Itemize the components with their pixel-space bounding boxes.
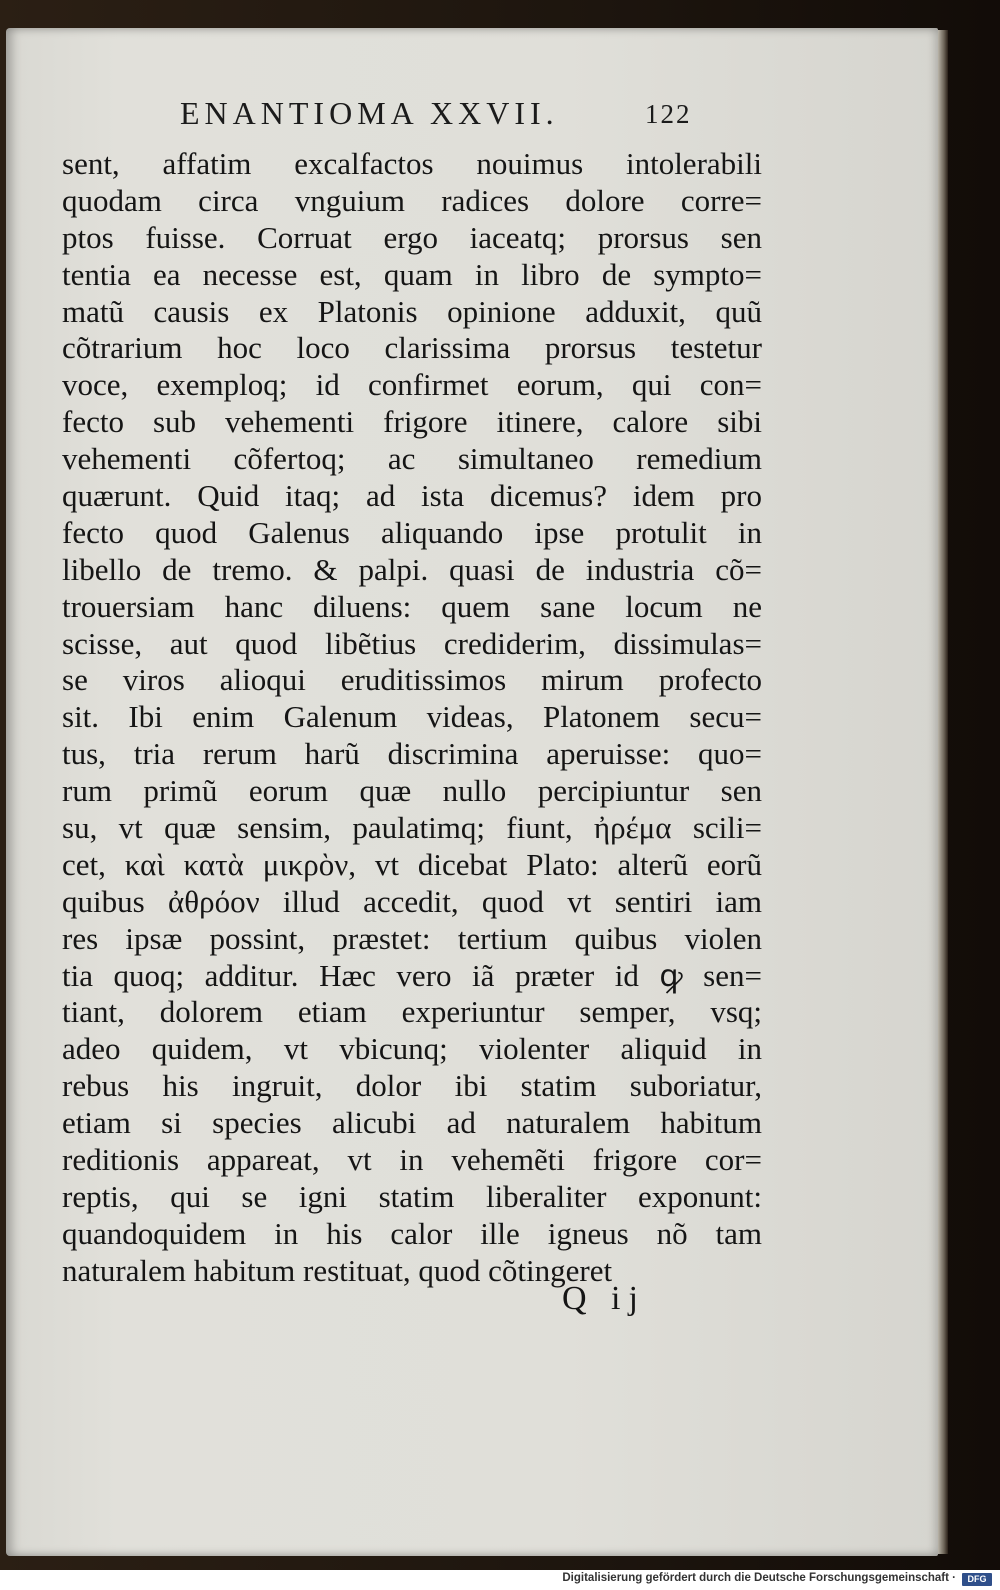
text-line: sit. Ibi enim Galenum videas, Platonem secu=	[62, 699, 762, 735]
signature-mark: Q ij	[562, 1280, 646, 1317]
running-head	[180, 95, 740, 135]
text-line: voce, exemploq; id confirmet eorum, qui con=	[62, 367, 762, 403]
page-edge	[938, 30, 948, 1554]
text-line: quodam circa vnguium radices dolore corre=	[62, 182, 762, 218]
text-line: tia quoq; additur. Hæc vero iã præter id ꝙ sen=	[62, 957, 762, 993]
text-line: rum primũ eorum quæ nullo percipiuntur sen	[62, 773, 762, 809]
text-line: res ipsæ possint, præstet: tertium quibus violen	[62, 920, 762, 956]
text-line: reptis, qui se igni statim liberaliter exponunt:	[62, 1178, 762, 1214]
text-line: vehementi cõfertoq; ac simultaneo remedium	[62, 441, 762, 477]
running-head-title: ENANTIOMA XXVII.	[180, 95, 559, 131]
text-line: matũ causis ex Platonis opinione adduxit, quũ	[62, 293, 762, 329]
page-number: 122	[645, 99, 692, 129]
text-line: sent, affatim excalfactos nouimus intolerabili	[62, 146, 762, 181]
dfg-logo: DFG	[962, 1573, 992, 1586]
text-line: ptos fuisse. Corruat ergo iaceatq; prorsus sen	[62, 219, 762, 255]
text-line: quærunt. Quid itaq; ad ista dicemus? idem pro	[62, 478, 762, 514]
text-line: naturalem habitum restituat, quod cõtingeret	[62, 1252, 613, 1288]
text-line: cõtrarium hoc loco clarissima prorsus testetur	[62, 330, 762, 366]
text-line: tus, tria rerum harũ discrimina aperuisse: quo=	[62, 736, 762, 772]
text-line: scisse, aut quod libẽtius crediderim, dissimulas=	[62, 625, 762, 661]
text-line: cet, καὶ κατὰ μικρὸν, vt dicebat Plato: alterũ eorũ	[62, 846, 762, 882]
text-line: quibus ἀθρόον illud accedit, quod vt sentiri iam	[62, 883, 762, 919]
text-line: se viros alioqui eruditissimos mirum profecto	[62, 662, 762, 698]
funding-credit: Digitalisierung gefördert durch die Deutsche Forschungsgemeinschaft ·	[562, 1572, 956, 1584]
text-line: etiam si species alicubi ad naturalem habitum	[62, 1105, 762, 1141]
text-line: adeo quidem, vt vbicunq; violenter aliquid in	[62, 1031, 762, 1067]
footer-bar	[0, 1570, 1000, 1590]
text-line: reditionis appareat, vt in vehemẽti frigore cor=	[62, 1142, 762, 1178]
text-line: su, vt quæ sensim, paulatimq; fiunt, ἠρέμα scili=	[62, 810, 762, 846]
text-line: rebus his ingruit, dolor ibi statim suboriatur,	[62, 1068, 762, 1104]
text-line: fecto quod Galenus aliquando ipse protulit in	[62, 514, 762, 550]
text-line: tentia ea necesse est, quam in libro de sympto=	[62, 256, 762, 292]
text-line: tiant, dolorem etiam experiuntur semper, vsq;	[62, 994, 762, 1030]
text-line: quandoquidem in his calor ille igneus nõ tam	[62, 1215, 762, 1251]
body-text	[62, 146, 762, 1290]
text-line: fecto sub vehementi frigore itinere, calore sibi	[62, 404, 762, 440]
text-line: libello de tremo. & palpi. quasi de industria cõ=	[62, 551, 762, 587]
text-line: trouersiam hanc diluens: quem sane locum ne	[62, 588, 762, 624]
